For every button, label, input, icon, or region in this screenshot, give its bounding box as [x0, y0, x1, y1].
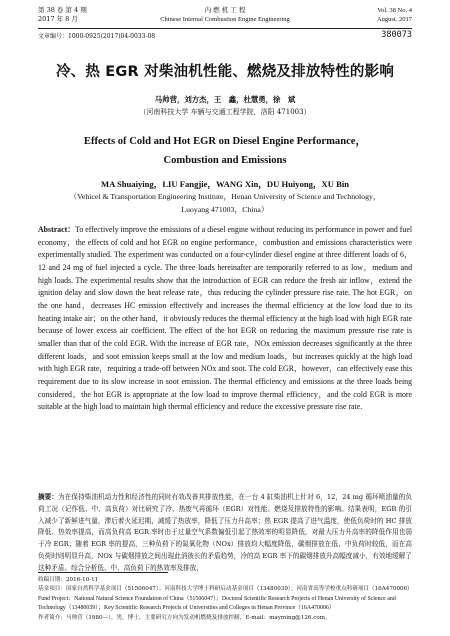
journal-name-cn: 内 燃 机 工 程 [204, 6, 246, 14]
article-id-line [38, 32, 412, 41]
issue-info-en [377, 6, 412, 24]
footnote-fund-cn: 基金项目：国家自然科学基金项目（51506047）；河南科技大学博士科研启动基金项目（13480039）；河南省高等学校重点科研项目（16A470006） [38, 586, 413, 592]
footnote-received: 收稿日期：2016-10-11 [38, 577, 99, 583]
abstract-en-label: Abstract： [38, 225, 76, 234]
volume-issue-en: Vol. 38 No. 4 [377, 7, 412, 14]
title-en-line2: Combustion and Emissions [163, 155, 287, 166]
footnote-author-info: 作者简介：马帅营（1980—），男，博士，主要研究方向为发动机燃烧及排放控制，E-mail：mayming@126.com。 [38, 615, 331, 621]
title-en [38, 132, 412, 170]
journal-name-en: Chinese Internal Combustion Engine Engineering [160, 16, 290, 23]
abstract-en [38, 224, 412, 414]
title-cn: 冷、热 EGR 对柴油机性能、燃烧及排放特性的影响 [55, 64, 395, 80]
affiliation-en: （Vehicel & Transportation Engineering Institute，Henan University of Science and Technology，Luoyang 471003，China） [69, 192, 381, 214]
footnote-rule [38, 572, 168, 573]
footnote-fund-en: Fund Project：National Natural Science Foundation of China（51506047）；Doctoral Scientific Research Projects of Henan University of Science and Technology（13480039）；Key Scientific Research Projects of Universities and Colleges in Henan Province（16A470006） [38, 596, 396, 611]
issue-date-en: August. 2017 [376, 16, 412, 23]
issue-date: 2017 年 8 月 [38, 15, 78, 23]
authors-en: MA Shuaiying，LIU Fangjie，WANG Xin，DU Huiyong，XU Bin [100, 179, 350, 189]
journal-name [38, 6, 412, 24]
abstract-en-body: To effectively improve the emissions of a diesel engine without reducing its performance in power and fuel economy，the effects of cold and hot EGR on engine performance，combustion and emissions characteristics were experimentally studied. The experiment was conducted on a four-cylinder diesel engine at three different loads of 6，12 and 24 mg of fuel injected a cycle. The three loads hereinafter are temporarily referred to as low，medium and high loads. The experimental results show that the introduction of EGR can reduce the fresh air inflow，extend the ignition delay and slow down the heat release rate，thus reducing the cylinder pressure rise rate. The hot EGR，on the one hand，decreases HC emission effectively and increases the thermal efficiency at the low load due to its heating intake air；on the other hand，it obviously reduces the thermal efficiency at the high load with high EGR rate because of lower excess air coefficient. The effect of the hot EGR on reducing the maximum pressure rise rate is smaller than that of the cold EGR. With the increase of EGR rate，NOx emission decreases significantly at the three different loads，and soot emission keeps small at the low and medium loads，but increases quickly at the high load with high EGR rate，requiring a trade-off between NOx and soot. The cold EGR，however，can effectively ease this requirement due to its slow increase in soot emission. The thermal efficiency and emissions at the three loads being considered，the hot EGR is appropriate at the low load to improve thermal efficiency，and the cold EGR is more suitable at the high load to maintain high thermal efficiency and reduce the excessive pressure rise rate. [38, 225, 412, 412]
abstract-cn-body: 为在保持柴油机动力性和经济性的同时有效改善其排放性能，在一台 4 缸柴油机上针对 6，12，24 mg 循环喷油量的负荷工况（记作低、中、高负荷）对比研究了冷、热废气再循环（EGR）对性能、燃烧及排放特性的影响。结果表明，EGR 的引入减少了新鲜进气量，滞后着火延迟期，减缓了热放率，降低了压力升高率；热 EGR 提高了进气温度，使低负荷时的 HC 排放降低、热效率提高，而高负荷高 EGR 率时由于过量空气系数偏低引起了热效率的明显降低，对最大压力升高率的降低作用也弱于冷 EGR；随着 EGR 率的提高，三种负荷下的氮氧化物（NOx）排放均大幅度降低，碳烟排放在低、中负荷时较低，而在高负荷时则明显升高，NOx 与碳烟排放之间出现此消彼长的矛盾趋势，冷的高 EGR 率下的碳烟排放升高幅度减小，有效地缓解了这种矛盾。综合分析低、中、高负荷下的热效率及排放， [38, 493, 413, 572]
abstract-cn [38, 492, 412, 575]
article-id: 文章编号：1000-0925(2017)04-0033-08 [38, 33, 156, 40]
article-code: 380073 [381, 30, 412, 40]
abstract-cn-label: 摘要： [38, 493, 59, 501]
header-rule [38, 28, 412, 29]
volume-issue: 第 38 卷 第 4 期 [38, 6, 87, 14]
affiliation-cn: （河南科技大学 车辆与交通工程学院，洛阳 471003） [139, 108, 311, 116]
authors-cn: 马帅营，刘方杰，王 鑫，杜慧勇，徐 斌 [154, 95, 296, 104]
title-en-line1: Effects of Cold and Hot EGR on Diesel Engine Performance， [83, 136, 367, 147]
